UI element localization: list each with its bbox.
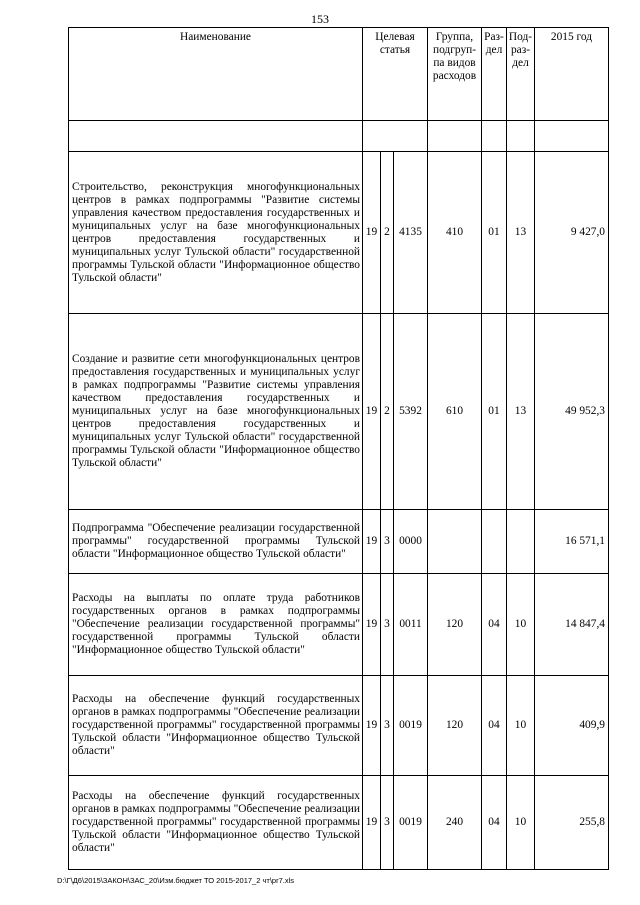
row-name xyxy=(69,676,363,776)
cell-section: 01 xyxy=(482,314,507,510)
header-name: Наименование xyxy=(69,28,363,121)
header-row xyxy=(69,28,609,121)
row-name-text: Расходы на выплаты по оплате труда работников государственных органов в рамках подпрограммы "Обеспечение реализации государственной программы" государственной программы Тульской области "Информационное общество Тульской области" xyxy=(72,592,360,656)
cell-subsection: 10 xyxy=(507,676,535,776)
cell-subprogram: 3 xyxy=(381,574,394,676)
cell-subsection: 10 xyxy=(507,776,535,870)
table-row xyxy=(69,314,609,510)
row-name-text: Подпрограмма "Обеспечение реализации государственной программы" государственной программы Тульской области "Информационное общество Тульской области" xyxy=(72,522,360,560)
row-name xyxy=(69,776,363,870)
header-year: 2015 год xyxy=(535,28,609,121)
table-row xyxy=(69,574,609,676)
cell-program: 19 xyxy=(363,574,381,676)
header-section: Раз- дел xyxy=(482,28,507,121)
cell-section: 04 xyxy=(482,776,507,870)
cell-group: 410 xyxy=(428,152,482,314)
cell-group: 120 xyxy=(428,574,482,676)
cell-amount: 16 571,1 xyxy=(535,510,609,574)
header-group: Группа, подгруп- па видов расходов xyxy=(428,28,482,121)
cell-subprogram: 3 xyxy=(381,510,394,574)
row-name xyxy=(69,510,363,574)
table-row xyxy=(69,152,609,314)
cell-subsection xyxy=(507,510,535,574)
row-name-text: Создание и развитие сети многофункциональных центров предоставления государственных и муниципальных услуг в рамках подпрограммы "Развитие системы управления качеством предоставления государственных и муниципальных услуг на базе многофункциональных центров предоставления государственных и муниципальных услуг Тульской области" государственной программы Тульской области "Информационное общество Тульской области" xyxy=(72,353,360,469)
file-path-footer: D:\Г\Д6\2015\ЗАКОН\ЗАС_20\Изм.бюджет ТО 2015-2017_2 чт\pr7.xls xyxy=(57,876,294,885)
cell-group: 120 xyxy=(428,676,482,776)
cell-subsection: 10 xyxy=(507,574,535,676)
cell-subprogram: 2 xyxy=(381,152,394,314)
cell-amount: 9 427,0 xyxy=(535,152,609,314)
header-spacer xyxy=(69,121,609,152)
cell-direction: 0000 xyxy=(394,510,428,574)
row-name-text: Расходы на обеспечение функций государственных органов в рамках подпрограммы "Обеспечение реализации государственной программы" государственной программы Тульской области "Информационное общество Тульской области" xyxy=(72,693,360,757)
cell-direction: 0019 xyxy=(394,776,428,870)
cell-direction: 4135 xyxy=(394,152,428,314)
cell-group xyxy=(428,510,482,574)
budget-table xyxy=(68,27,609,870)
cell-direction: 0011 xyxy=(394,574,428,676)
cell-program: 19 xyxy=(363,314,381,510)
cell-program: 19 xyxy=(363,776,381,870)
cell-subprogram: 2 xyxy=(381,314,394,510)
row-name xyxy=(69,152,363,314)
row-name-text: Строительство, реконструкция многофункциональных центров в рамках подпрограммы "Развитие системы управления качеством предоставления государственных и муниципальных услуг на базе многофункциональных центров предоставления государственных и муниципальных услуг Тульской области" государственной программы Тульской области "Информационное общество Тульской области" xyxy=(72,180,360,284)
cell-program: 19 xyxy=(363,676,381,776)
cell-amount: 49 952,3 xyxy=(535,314,609,510)
cell-subprogram: 3 xyxy=(381,776,394,870)
cell-group: 610 xyxy=(428,314,482,510)
cell-amount: 255,8 xyxy=(535,776,609,870)
cell-section xyxy=(482,510,507,574)
cell-amount: 409,9 xyxy=(535,676,609,776)
cell-group: 240 xyxy=(428,776,482,870)
cell-section: 04 xyxy=(482,574,507,676)
table-row xyxy=(69,776,609,870)
cell-amount: 14 847,4 xyxy=(535,574,609,676)
row-name xyxy=(69,574,363,676)
cell-direction: 0019 xyxy=(394,676,428,776)
page-number: 153 xyxy=(311,12,329,26)
table-row xyxy=(69,676,609,776)
cell-program: 19 xyxy=(363,510,381,574)
table-row xyxy=(69,510,609,574)
cell-subsection: 13 xyxy=(507,314,535,510)
row-name xyxy=(69,314,363,510)
cell-program: 19 xyxy=(363,152,381,314)
cell-direction: 5392 xyxy=(394,314,428,510)
cell-subsection: 13 xyxy=(507,152,535,314)
cell-section: 04 xyxy=(482,676,507,776)
cell-section: 01 xyxy=(482,152,507,314)
header-subsection: Под- раз- дел xyxy=(507,28,535,121)
cell-subprogram: 3 xyxy=(381,676,394,776)
header-target: Целевая статья xyxy=(363,28,428,121)
row-name-text: Расходы на обеспечение функций государственных органов в рамках подпрограммы "Обеспечение реализации государственной программы" государственной программы Тульской области "Информационное общество Тульской области" xyxy=(72,790,360,854)
